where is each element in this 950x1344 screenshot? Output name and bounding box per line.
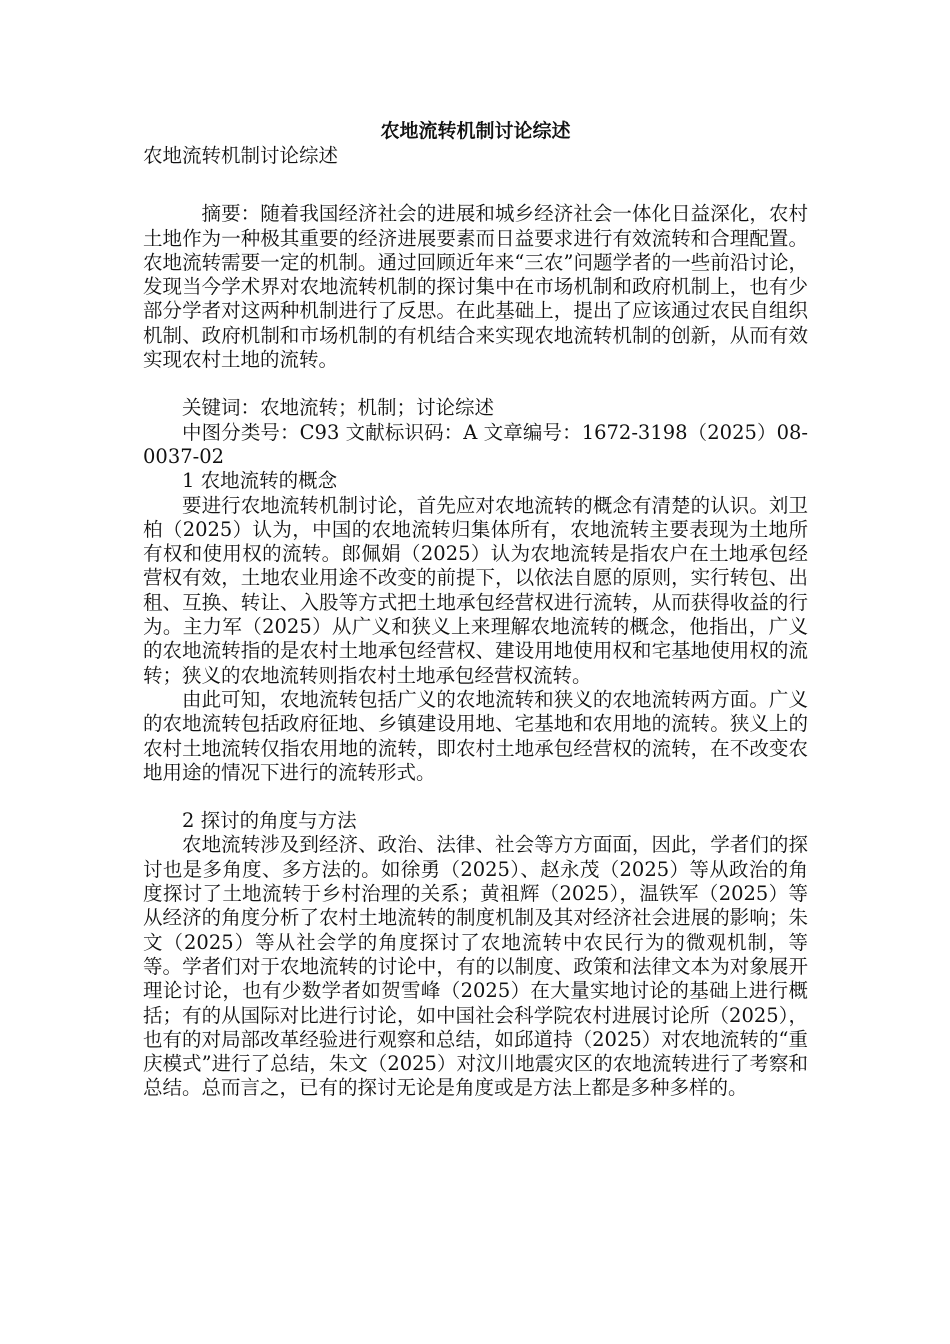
classification-line: 中图分类号：C93 文献标识码：A 文章编号：1672-3198（2025）08-0037-02 [143, 420, 808, 468]
abstract-paragraph: 摘要：随着我国经济社会的进展和城乡经济社会一体化日益深化，农村土地作为一种极其重要的经济进展要素而日益要求进行有效流转和合理配置。农地流转需要一定的机制。通过回顾近年来“三农”问题学者的一些前沿讨论，发现当今学术界对农地流转机制的探讨集中在市场机制和政府机制上，也有少部分学者对这两种机制进行了反思。在此基础上，提出了应该通过农民自组织机制、政府机制和市场机制的有机结合来实现农地流转机制的创新，从而有效实现农村土地的流转。 [143, 202, 808, 372]
paragraph-concept-1: 要进行农地流转机制讨论，首先应对农地流转的概念有清楚的认识。刘卫柏（2025）认为，中国的农地流转归集体所有，农地流转主要表现为土地所有权和使用权的流转。郎佩娟（2025）认为农地流转是指农户在土地承包经营权有效，土地农业用途不改变的前提下，以依法自愿的原则，实行转包、出租、互换、转让、入股等方式把土地承包经营权进行流转，从而获得收益的行为。主力军（2025）从广义和狭义上来理解农地流转的概念，他指出，广义的农地流转指的是农村土地承包经营权、建设用地使用权和宅基地使用权的流转；狭义的农地流转则指农村土地承包经营权流转。 [143, 493, 808, 687]
document-subtitle: 农地流转机制讨论综述 [143, 144, 339, 167]
document-title: 农地流转机制讨论综述 [380, 120, 571, 142]
spacer [143, 372, 808, 396]
keywords-line: 关键词：农地流转；机制；讨论综述 [182, 396, 495, 420]
spacer [143, 168, 808, 202]
paragraph-approach-1: 农地流转涉及到经济、政治、法律、社会等方方面面，因此，学者们的探讨也是多角度、多方法的。如徐勇（2025）、赵永茂（2025）等从政治的角度探讨了土地流转于乡村治理的关系；黄祖辉（2025），温铁军（2025）等从经济的角度分析了农村土地流转的制度机制及其对经济社会进展的影响；朱文（2025）等从社会学的角度探讨了农地流转中农民行为的微观机制，等等。学者们对于农地流转的讨论中，有的以制度、政策和法律文本为对象展开理论讨论，也有少数学者如贺雪峰（2025）在大量实地讨论的基础上进行概括；有的从国际对比进行讨论，如中国社会科学院农村进展讨论所（2025），也有的对局部改革经验进行观察和总结，如邱道持（2025）对农地流转的“重庆模式”进行了总结，朱文（2025）对汶川地震灾区的农地流转进行了考察和总结。总而言之，已有的探讨无论是角度或是方法上都是多种多样的。 [143, 833, 808, 1100]
spacer [143, 785, 808, 809]
paragraph-concept-2: 由此可知，农地流转包括广义的农地流转和狭义的农地流转两方面。广义的农地流转包括政府征地、乡镇建设用地、宅基地和农用地的流转。狭义上的农村土地流转仅指农用地的流转，即农村土地承包经营权的流转，在不改变农地用途的情况下进行的流转形式。 [143, 687, 808, 784]
section-heading-approach: 2 探讨的角度与方法 [182, 809, 357, 833]
section-heading-concept: 1 农地流转的概念 [182, 469, 338, 493]
document-page [143, 118, 808, 1101]
